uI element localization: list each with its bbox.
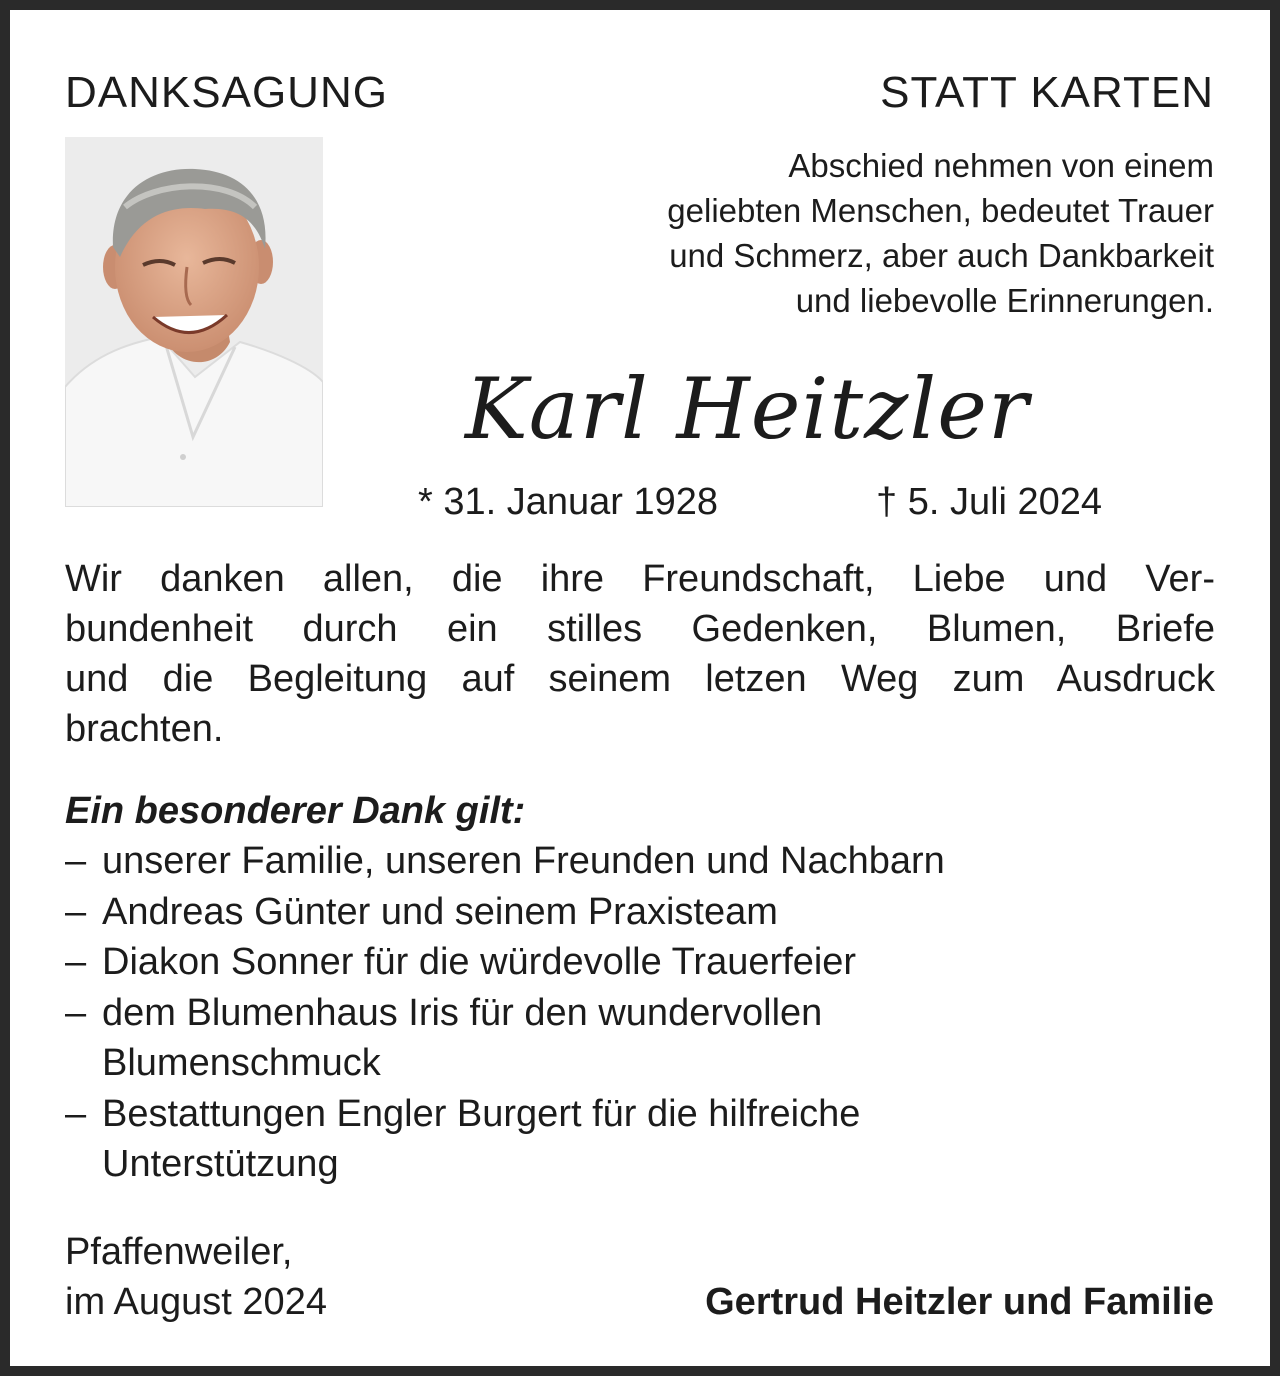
portrait-photo	[65, 137, 323, 507]
list-dash: –	[65, 840, 87, 882]
list-dash: –	[65, 890, 87, 933]
list-item-text: Diakon Sonner für die würdevolle Trauerfeier	[102, 941, 857, 983]
place: Pfaffenweiler,	[65, 1231, 293, 1273]
list-item-text: dem Blumenhaus Iris für den wundervollen	[102, 991, 823, 1034]
list-item	[65, 988, 1215, 1089]
quote-line: geliebten Menschen, bedeutet Trauer	[667, 192, 1214, 229]
paragraph-line: bundenheit durch ein stilles Gedenken, Blumen, Briefe	[65, 608, 1215, 650]
heading-danksagung: DANKSAGUNG	[65, 68, 388, 117]
paragraph-line: und die Begleitung auf seinem letzen Weg zum Ausdruck	[65, 658, 1215, 700]
list-dash: –	[65, 1092, 87, 1135]
quote-line: und Schmerz, aber auch Dankbarkeit	[669, 237, 1214, 274]
list-dash: –	[65, 991, 87, 1034]
list-item-text: unserer Familie, unseren Freunden und Nachbarn	[102, 840, 945, 882]
list-dash: –	[65, 941, 87, 983]
list-item	[65, 1089, 1215, 1190]
quote-line: und liebevolle Erinnerungen.	[795, 282, 1214, 319]
signature: Gertrud Heitzler und Familie	[705, 1281, 1214, 1323]
special-thanks-list	[65, 836, 1215, 1190]
date: im August 2024	[65, 1281, 327, 1323]
special-thanks-heading: Ein besonderer Dank gilt:	[65, 790, 526, 832]
paragraph-line: Wir danken allen, die ihre Freundschaft, Liebe und Ver-	[65, 558, 1215, 600]
list-item-text: Andreas Günter und seinem Praxisteam	[102, 890, 778, 933]
list-item-text-continued: Unterstützung	[102, 1143, 339, 1185]
list-item-text-continued: Blumenschmuck	[102, 1042, 381, 1084]
quote-block	[514, 143, 1214, 323]
list-item	[65, 937, 1215, 988]
birth-date: * 31. Januar 1928	[418, 481, 719, 523]
thank-you-paragraph	[65, 554, 1215, 754]
deceased-name: Karl Heitzler	[465, 360, 1030, 458]
quote-line: Abschied nehmen von einem	[788, 147, 1214, 184]
portrait-illustration	[65, 137, 323, 507]
heading-statt-karten: STATT KARTEN	[880, 68, 1214, 117]
list-item-text: Bestattungen Engler Burgert für die hilfreiche	[102, 1092, 861, 1135]
paragraph-line: brachten.	[65, 708, 224, 750]
place-and-date	[65, 1227, 327, 1327]
list-item	[65, 887, 1215, 938]
list-item	[65, 836, 1215, 887]
death-date: † 5. Juli 2024	[876, 481, 1103, 523]
